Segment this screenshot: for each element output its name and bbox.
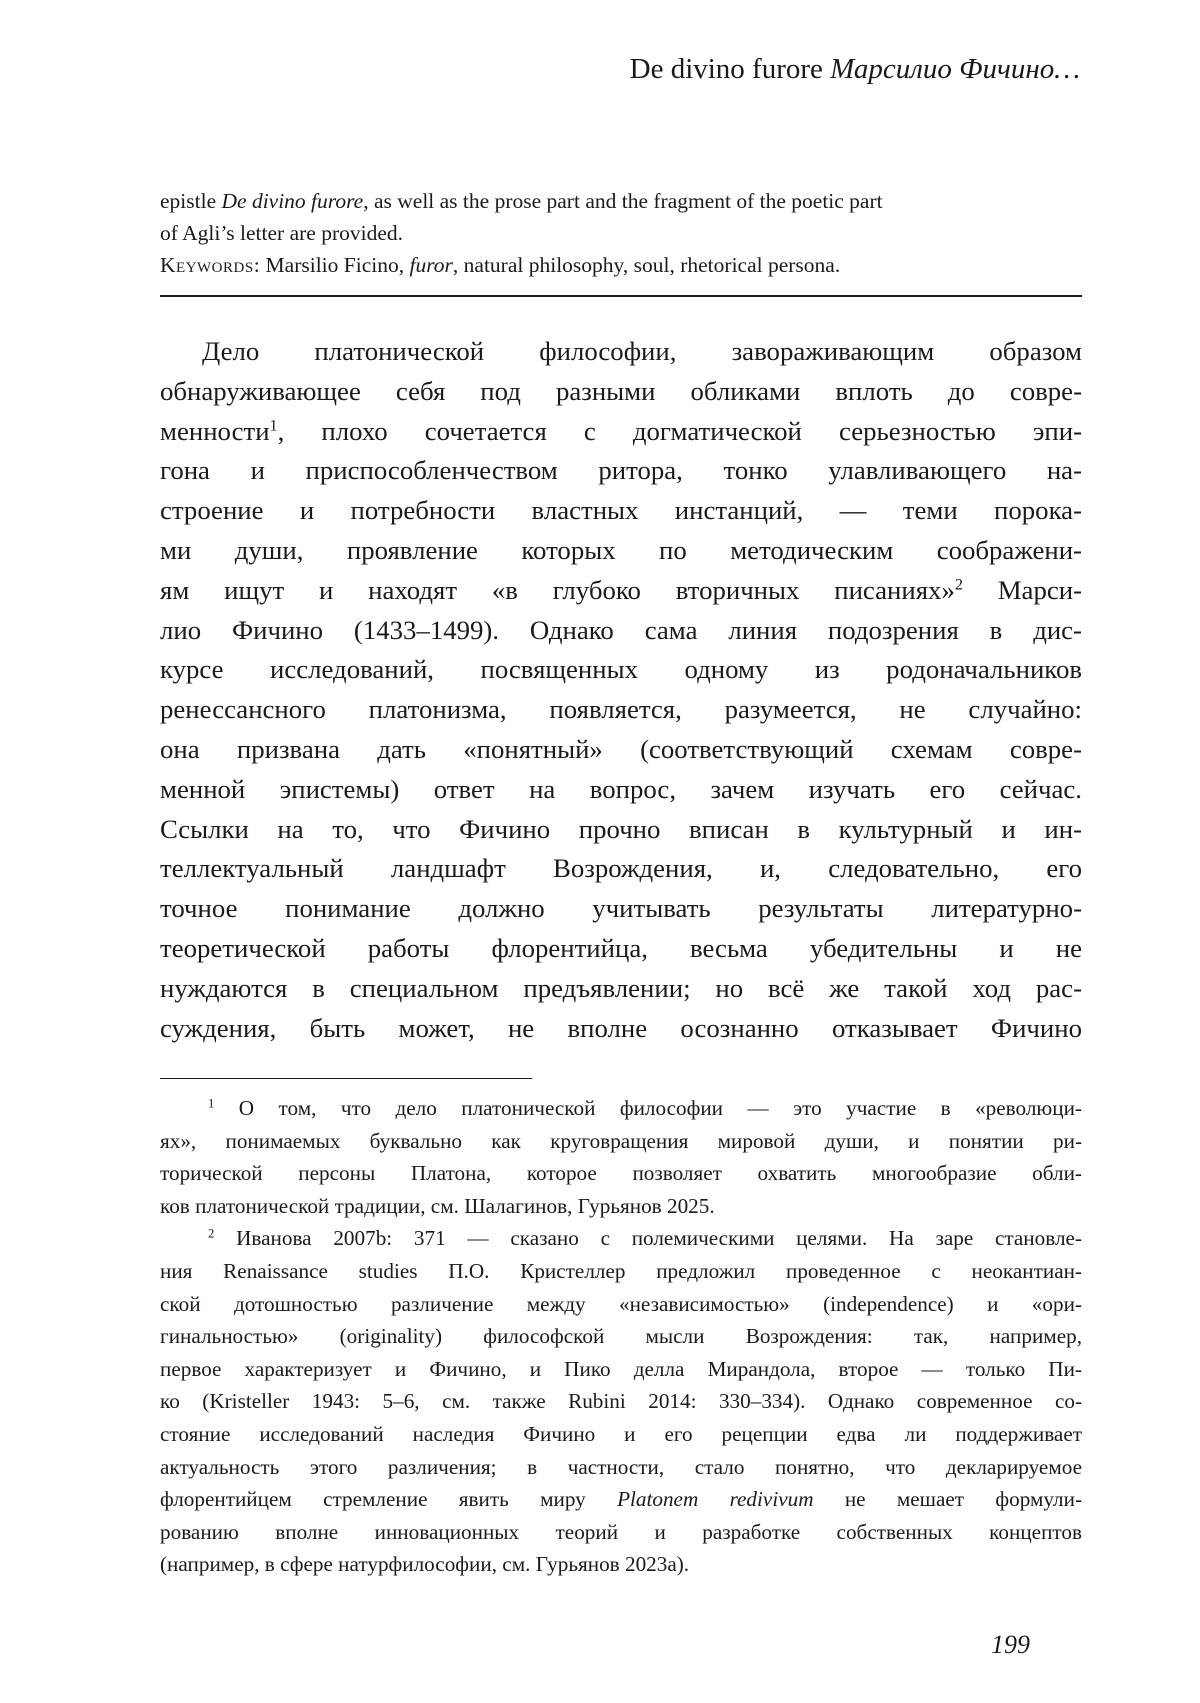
keywords-text: Marsilio Ficino, [260, 253, 410, 277]
abstract-line [160, 185, 1082, 217]
footnote-2-line: ской дотошностью различение между «независимостью» (independence) и «ори- [160, 1291, 1082, 1316]
body-line: строение и потребности властных инстанций, — теми порока- [160, 495, 1082, 526]
footnote-1-line [160, 1092, 1082, 1125]
body-line: она призвана дать «понятный» (соответствующий схемам совре- [160, 733, 1082, 764]
footnote-1-line: торической персоны Платона, которое позволяет охватить многообразие обли- [160, 1161, 1082, 1186]
footnote-2-line: гинальностью» (originality) философской мысли Возрождения: так, например, [160, 1324, 1082, 1349]
body-line: суждения, быть может, не вполне осознанно отказывает Фичино [160, 1012, 1082, 1043]
body-line: теллектуальный ландшафт Возрождения, и, следовательно, его [160, 853, 1082, 884]
footnote-2-line: стояние исследований наследия Фичино и его рецепции едва ли поддерживает [160, 1421, 1082, 1446]
footnote-text: О том, что дело платонической философии — это участие в «революци- [214, 1096, 1082, 1120]
body-line: менной эпистемы) ответ на вопрос, зачем изучать его сейчас. [160, 773, 1082, 804]
body-line: Ссылки на то, что Фичино прочно вписан в культурный и ин- [160, 813, 1082, 844]
abstract-text: of Agli’s letter are provided. [160, 221, 403, 245]
body-line [160, 412, 1082, 452]
keywords-label: Keywords: [160, 253, 261, 277]
footnote-2-line: (например, в сфере натурфилософии, см. Гурьянов 2023a). [160, 1552, 690, 1577]
footnote-divider [160, 1078, 532, 1079]
footnote-text: флорентийцем стремление явить миру [160, 1487, 618, 1512]
abstract-text: , as well as the prose part and the fragment of the poetic part [363, 189, 883, 213]
body-line: нуждаются в специальном предъявлении; но всё же такой ход рас- [160, 972, 1082, 1003]
keywords-line [160, 249, 1082, 281]
footnote-2-line: ко (Kristeller 1943: 5–6, см. также Rubini 2014: 330–334). Однако современное со- [160, 1389, 1082, 1414]
footnote-ref-1[interactable]: 1 [269, 416, 278, 434]
keywords-text: , natural philosophy, soul, rhetorical persona. [452, 253, 841, 277]
footnote-italic: Platonem redivivum [617, 1487, 814, 1512]
abstract-italic: De divino furore [221, 189, 364, 213]
abstract-divider [160, 295, 1082, 297]
footnote-2-line: актуальность этого различения; в частности, стало понятно, что декларируемое [160, 1454, 1082, 1479]
body-line: гона и приспособленчеством ритора, тонко улавливающего на- [160, 455, 1082, 486]
body-line: курсе исследований, посвященных одному из родоначальников [160, 654, 1082, 685]
page-number: 199 [991, 1630, 1030, 1659]
footnote-2-line [160, 1483, 1082, 1516]
abstract-line [160, 217, 1082, 249]
body-line: обнаруживающее себя под разными обликами вплоть до совре- [160, 375, 1082, 406]
footnote-1-line: ях», понимаемых буквально как круговращения мировой души, и понятии ри- [160, 1128, 1082, 1153]
body-text: , плохо сочетается с догматической серьезностью эпи- [277, 415, 1082, 446]
body-line [160, 571, 1082, 611]
keywords-italic: furor [409, 253, 453, 277]
main-paragraph [160, 332, 1082, 1048]
footnote-mark-1: 1 [208, 1096, 215, 1111]
body-line: Дело платонической философии, завораживающим образом [202, 336, 1082, 366]
body-line: теоретической работы флорентийца, весьма убедительны и не [160, 932, 1082, 963]
body-text: менности [160, 415, 270, 446]
footnote-2-line [160, 1222, 1082, 1255]
footnote-text: Иванова 2007b: 371 — сказано с полемическими целями. На заре становле- [214, 1226, 1082, 1251]
footnote-text: не мешает формули- [813, 1487, 1082, 1512]
footnotes [160, 1092, 1082, 1581]
body-line: точное понимание должно учитывать результаты литературно- [160, 893, 1082, 924]
abstract-text: epistle [160, 189, 222, 213]
body-text: Марси- [962, 574, 1083, 605]
footnote-2-line: рованию вполне инновационных теорий и разработке собственных концептов [160, 1519, 1082, 1544]
footnote-2-line: ния Renaissance studies П.О. Кристеллер предложил проведенное с неокантиан- [160, 1258, 1082, 1283]
footnote-mark-2: 2 [208, 1226, 215, 1241]
running-head-roman: De divino furore [629, 53, 831, 85]
footnote-ref-2[interactable]: 2 [954, 576, 963, 594]
running-head-italic: Марсилио Фичино… [830, 53, 1080, 85]
body-text: ям ищут и находят «в глубоко вторичных писаниях» [160, 574, 955, 605]
abstract-end [160, 185, 1082, 281]
body-line: ренессансного платонизма, появляется, разумеется, не случайно: [160, 694, 1082, 725]
running-head [160, 50, 1080, 88]
footnote-1-line: ков платонической традиции, см. Шалагинов, Гурьянов 2025. [160, 1193, 715, 1218]
footnote-2-line: первое характеризует и Фичино, и Пико делла Мирандола, второе — только Пи- [160, 1356, 1082, 1381]
body-line: лио Фичино (1433–1499). Однако сама линия подозрения в дис- [160, 614, 1082, 645]
body-line: ми души, проявление которых по методическим соображени- [160, 534, 1082, 565]
